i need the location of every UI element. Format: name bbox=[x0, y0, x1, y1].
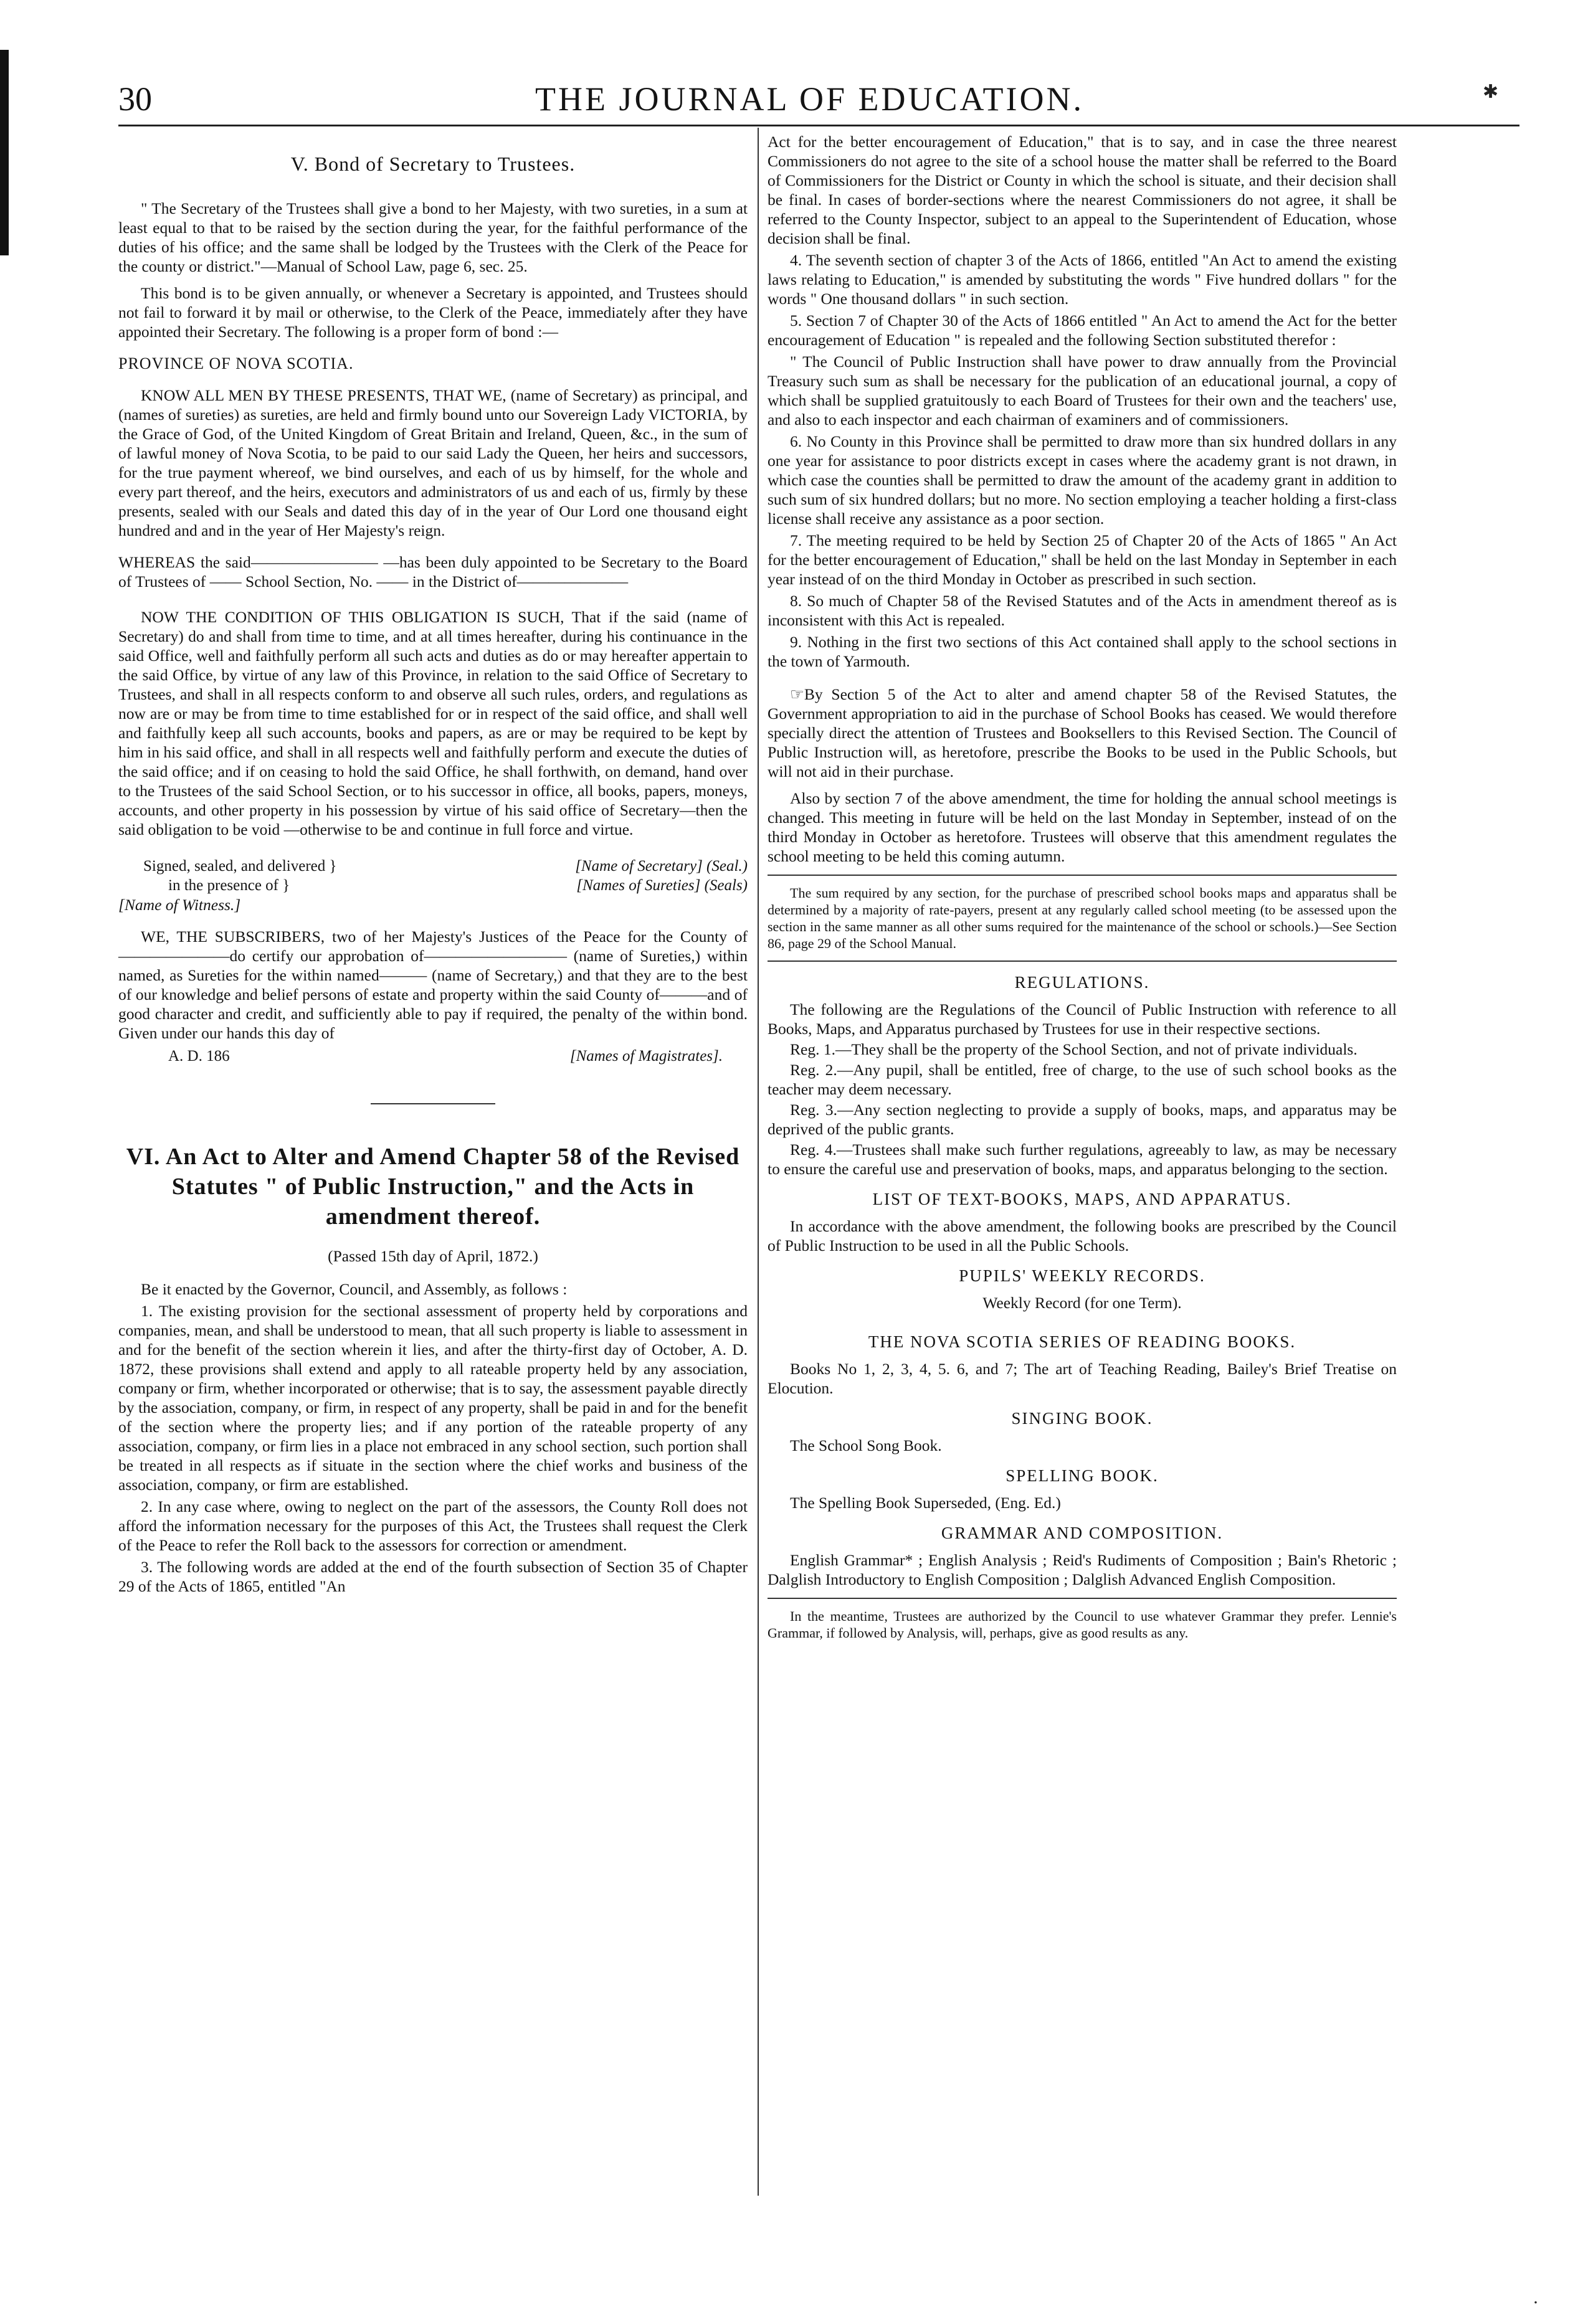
page-number: 30 bbox=[118, 80, 152, 118]
spelling-book-heading: SPELLING BOOK. bbox=[1006, 1466, 1159, 1485]
reading-series-heading: THE NOVA SCOTIA SERIES OF READING BOOKS. bbox=[868, 1332, 1296, 1351]
regulation-4: Reg. 4.—Trustees shall make such further regulations, agreeably to law, as may be necessary to ensure the careful use and preservation of books, maps, and apparatus belonging to the section. bbox=[768, 1141, 1397, 1178]
rule bbox=[768, 1598, 1397, 1599]
signature-row-2 bbox=[118, 876, 748, 895]
act-item-5: 5. Section 7 of Chapter 30 of the Acts of 1866 entitled " An Act to amend the Act for the better encouragement of Education " is repealed and the following Section substituted therefor : bbox=[768, 311, 1397, 349]
magistrates-line: [Names of Magistrates]. bbox=[569, 1048, 723, 1065]
regulation-3: Reg. 3.—Any section neglecting to provide a supply of books, maps, and apparatus may be deprived of the public grants. bbox=[768, 1101, 1397, 1138]
grammar-heading: GRAMMAR AND COMPOSITION. bbox=[941, 1524, 1224, 1542]
spelling-book-item: The Spelling Book Superseded, (Eng. Ed.) bbox=[790, 1494, 1061, 1512]
act-item-4: 4. The seventh section of chapter 3 of the Acts of 1866, entitled "An Act to amend the existing laws relating to Education," is amended by substituting the words " Five hundred dollars " for the words " One thousand dollars " in such section. bbox=[768, 251, 1397, 308]
list-intro: In accordance with the above amendment, the following books are prescribed by the Council of Public Instruction to be used in all the Public Schools. bbox=[768, 1217, 1397, 1254]
act-item-5-quote: " The Council of Public Instruction shall have power to draw annually from the Provincial Treasury such sum as shall be necessary for the publication of an educational journal, a copy of which shall be supplied gratuitously to each Board of Trustees for their own and the teachers' use, and also to each inspector and each chairman of examiners and of commissioners. bbox=[768, 353, 1397, 429]
section-6-title: VI. An Act to Alter and Amend Chapter 58 of the Revised Statutes " of Public Instruction," and the Acts in amendment thereof. bbox=[126, 1144, 740, 1230]
pupils-records-heading: PUPILS' WEEKLY RECORDS. bbox=[959, 1266, 1205, 1285]
signature-row-1 bbox=[118, 856, 748, 876]
subscribers-paragraph: WE, THE SUBSCRIBERS, two of her Majesty's Justices of the Peace for the County of———————do certify our approbation of————————— (name of Sureties,) within named, as Sureties for the within named——— (name of Secretary,) and that they are to the best of our knowledge and belief persons of estate and property within the said County of———and of good character and credit, and sufficiently able to pay if required, the penalty of the within bond. Given under our hands this day of bbox=[118, 927, 748, 1042]
passed-date: (Passed 15th day of April, 1872.) bbox=[328, 1247, 538, 1265]
rule bbox=[768, 875, 1397, 876]
act-item-9: 9. Nothing in the first two sections of this Act contained shall apply to the school sections in the town of Yarmouth. bbox=[768, 633, 1397, 670]
grammar-item: English Grammar* ; English Analysis ; Reid's Rudiments of Composition ; Bain's Rhetoric ; Dalglish Introductory to English Composition ; Dalglish Advanced English Composition. bbox=[768, 1551, 1397, 1588]
province-heading: PROVINCE OF NOVA SCOTIA. bbox=[118, 354, 354, 372]
page-header bbox=[118, 75, 1501, 125]
sum-required-note: The sum required by any section, for the purchase of prescribed school books maps and apparatus shall be determined by a majority of rate-payers, present at any regularly called school meeting (to be assessed upon the section in the same manner as all other sums required for the maintenance of the school or schools.)—See Section 86, page 29 of the School Manual. bbox=[768, 885, 1397, 951]
scan-edge-mark bbox=[0, 50, 9, 255]
list-heading: LIST OF TEXT-BOOKS, MAPS, AND APPARATUS. bbox=[872, 1190, 1292, 1208]
bond-annual-paragraph: This bond is to be given annually, or whenever a Secretary is appointed, and Trustees should not fail to forward it by mail or otherwise, to the Clerk of the Peace, immediately after they have appointed their Secretary. The following is a proper form of bond :— bbox=[118, 284, 748, 341]
section-divider bbox=[371, 1103, 495, 1104]
singing-book-item: The School Song Book. bbox=[790, 1436, 942, 1454]
speck-mark: ✱ bbox=[1483, 82, 1499, 102]
act-item-2: 2. In any case where, owing to neglect on the part of the assessors, the County Roll does not afford the information necessary for the purposes of this Act, the Trustees shall request the Clerk of the Peace to refer the Roll back to the assessors for correction or amendment. bbox=[118, 1497, 748, 1554]
speck-mark: · bbox=[1533, 2292, 1539, 2313]
act-item-3: 3. The following words are added at the end of the fourth subsection of Section 35 of Chapter 29 of the Acts of 1865, entitled "An bbox=[118, 1558, 748, 1595]
grammar-footnote: In the meantime, Trustees are authorized by the Council to use whatever Grammar they prefer. Lennie's Grammar, if followed by Analysis, will, perhaps, give as good results as any. bbox=[768, 1608, 1397, 1641]
signed-line-2: in the presence of } bbox=[168, 877, 290, 894]
witness-line: [Name of Witness.] bbox=[118, 896, 241, 914]
act-item-8: 8. So much of Chapter 58 of the Revised Statutes and of the Acts in amendment thereof as is inconsistent with this Act is repealed. bbox=[768, 592, 1397, 629]
regulation-1: Reg. 1.—They shall be the property of the School Section, and not of private individuals. bbox=[790, 1040, 1357, 1058]
left-column bbox=[118, 132, 748, 1603]
act-item-6: 6. No County in this Province shall be permitted to draw more than six hundred dollars in any one year for assistance to poor districts except in cases where the academy grant is not drawn, in which case the counties shall be permitted to draw the amount of the academy grant in addition to such sum of six hundred dollars; but no more. No section employing a teacher holding a first-class license shall receive any assistance as a poor section. bbox=[768, 432, 1397, 528]
note-meeting-time: Also by section 7 of the above amendment, the time for holding the annual school meetings is changed. This meeting in future will be held on the last Monday in September, instead of on the third Monday in October as heretofore. Trustees will observe that this amendment regulates the school meeting to be held this coming autumn. bbox=[768, 789, 1397, 865]
date-line: A. D. 186 bbox=[168, 1048, 230, 1065]
regulations-intro: The following are the Regulations of the Council of Public Instruction with reference to all Books, Maps, and Apparatus purchased by Trustees for use in their respective sections. bbox=[768, 1000, 1397, 1038]
section-5-title: V. Bond of Secretary to Trustees. bbox=[290, 153, 576, 175]
signed-line-1: Signed, sealed, and delivered } bbox=[143, 858, 337, 875]
regulations-heading: REGULATIONS. bbox=[1014, 973, 1150, 992]
enacted-line: Be it enacted by the Governor, Council, and Assembly, as follows : bbox=[141, 1280, 568, 1298]
sureties-seal: [Names of Sureties] (Seals) bbox=[576, 877, 748, 894]
know-all-paragraph: KNOW ALL MEN BY THESE PRESENTS, THAT WE, (name of Secretary) as principal, and (names of sureties) as sureties, are held and firmly bound unto our Sovereign Lady VICTORIA, by the Grace of God, of the United Kingdom of Great Britain and Ireland, Queen, &c., in the sum of of lawful money of Nova Scotia, to be paid to our said Lady the Queen, her heirs and successors, for the true payment whereof, we bind ourselves, and each of us by himself, for the whole and every part thereof, and the heirs, executors and administrators of us and each of us, firmly by these presents, sealed with our Seals and dated this day of in the year of Our Lord one thousand eight hundred and and in the year of Her Majesty's reign. bbox=[118, 386, 748, 539]
regulation-2: Reg. 2.—Any pupil, shall be entitled, free of charge, to the use of such school books as the teacher may deem necessary. bbox=[768, 1061, 1397, 1098]
bond-quote: " The Secretary of the Trustees shall give a bond to her Majesty, with two sureties, in a sum at least equal to that to be raised by the section during the year, for the faithful performance of the duties of his office; and the same shall be lodged by the Trustees with the Clerk of the Peace for the county or district."—Manual of School Law, page 6, sec. 25. bbox=[118, 199, 748, 275]
date-row bbox=[118, 1046, 748, 1066]
rule bbox=[768, 960, 1397, 962]
signature-block bbox=[118, 856, 748, 914]
act-item-7: 7. The meeting required to be held by Section 25 of Chapter 20 of the Acts of 1865 " An Act for the better encouragement of Education," shall be held on the last Monday in September in each year instead of on the third Monday in October as prescribed in such section. bbox=[768, 531, 1397, 588]
secretary-seal: [Name of Secretary] (Seal.) bbox=[575, 858, 748, 875]
journal-title: THE JOURNAL OF EDUCATION. bbox=[535, 80, 1084, 118]
act-item-1: 1. The existing provision for the sectional assessment of property held by corporations and companies, mean, and shall be understood to mean, that all such property is liable to assessment in and for the benefit of the section wherein it lies, and after the thirty-first day of October, A. D. 1872, these provisions shall extend and apply to all rateable property held by any association, company or firm, whether incorporated or otherwise; that is to say, the assessment payable directly by the association, company, or firm, in respect of any property, shall be paid in and for the benefit of the section where the property lies; and if any portion of the rateable property of any association, company, or firm lies in a place not embraced in any school section, such portion shall be treated in all respects as if situate in the section where the chief works and business of the association, company, or firm are established. bbox=[118, 1302, 748, 1494]
right-column bbox=[768, 132, 1397, 1649]
act-continuation: Act for the better encouragement of Education," that is to say, and in case the three nearest Commissioners do not agree to the site of a school house the matter shall be referred to the Board of Commissioners for the District or County in which the school is situate, and their decision shall be final. In cases of border-sections where the nearest Commissioners do not agree, it shall be referred to the County Inspector, subject to an appeal to the Superintendent of Education, whose decision shall be final. bbox=[768, 133, 1397, 247]
pupils-records-item: Weekly Record (for one Term). bbox=[982, 1294, 1182, 1312]
reading-series-item: Books No 1, 2, 3, 4, 5. 6, and 7; The art of Teaching Reading, Bailey's Brief Treatise on Elocution. bbox=[768, 1360, 1397, 1397]
note-school-books: ☞By Section 5 of the Act to alter and amend chapter 58 of the Revised Statutes, the Government appropriation to aid in the purchase of School Books has ceased. We would therefore specially direct the attention of Trustees and Booksellers to this Revised Section. The Council of Public Instruction will, as heretofore, prescribe the Books to be used in the Public Schools, but will not aid in their purchase. bbox=[768, 685, 1397, 780]
whereas-paragraph: WHEREAS the said———————— —has been duly appointed to be Secretary to the Board of Trustees of —— School Section, No. —— in the District of——————— bbox=[118, 553, 748, 590]
singing-book-heading: SINGING BOOK. bbox=[1011, 1409, 1153, 1428]
header-rule bbox=[118, 125, 1519, 126]
column-divider bbox=[758, 128, 759, 2196]
condition-paragraph: NOW THE CONDITION OF THIS OBLIGATION IS SUCH, That if the said (name of Secretary) do and shall from time to time, and at all times hereafter, during his continuance in the said Office, well and faithfully perform all such acts and duties as do or may hereafter appertain to the said Office, by virtue of any law of this Province, in relation to the said Office of Secretary to Trustees, and shall in all respects conform to and observe all such rules, orders, and regulations as now are or may be from time to time established for or in respect of the said office, and shall well and faithfully keep all such accounts, books and papers, as are or may be required to be kept by him in his said office, and shall in all respects well and faithfully perform and execute the duties of the said office; and if on ceasing to hold the said Office, he shall forthwith, on demand, hand over to the Trustees of the said School Section, or to his successor in office, all books, papers, moneys, accounts, and other property in his possession by virtue of his said office of Secretary—then the said obligation to be void —otherwise to be and continue in full force and virtue. bbox=[118, 608, 748, 838]
